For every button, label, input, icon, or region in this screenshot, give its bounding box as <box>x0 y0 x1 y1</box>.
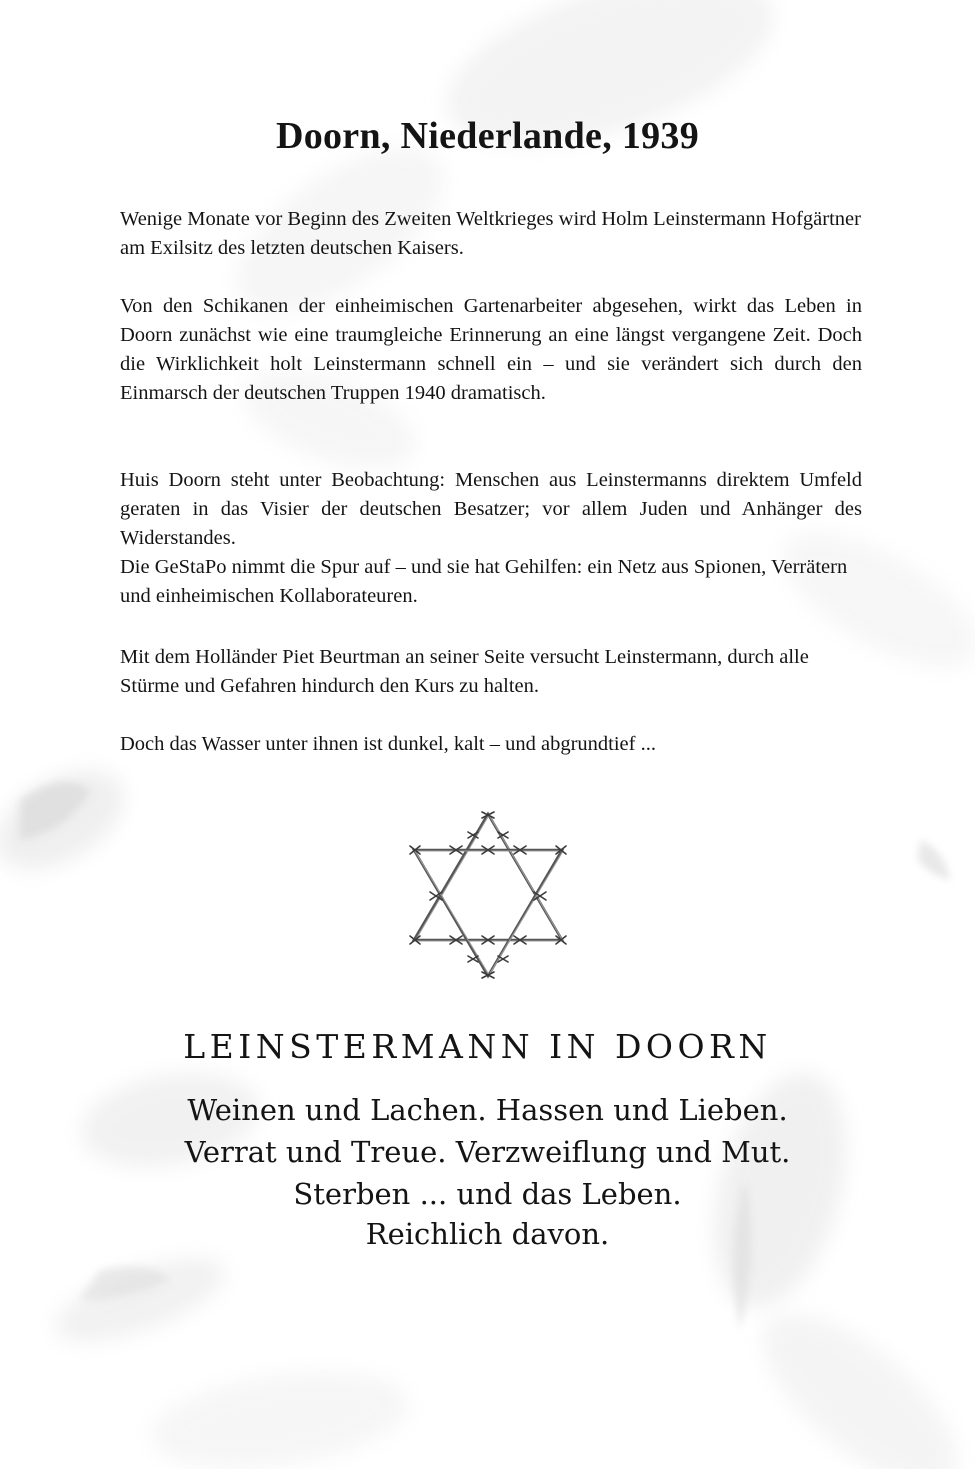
tagline-line-4: Reichlich davon. <box>365 1217 610 1251</box>
tagline-line-3: Sterben ... und das Leben. <box>293 1177 682 1211</box>
paragraph-piet-beurtman: Mit dem Holländer Piet Beurtman an seiner Seite versucht Leinstermann, durch alle Stürme und Gefahren hindurch den Kurs zu halten. <box>120 646 809 697</box>
paragraph-dark-water: Doch das Wasser unter ihnen ist dunkel, kalt – und abgrundtief ... <box>120 733 656 755</box>
paragraph-intro: Wenige Monate vor Beginn des Zweiten Weltkrieges wird Holm Leinstermann Hofgärtner am Exilsitz des letzten deutschen Kaisers. <box>120 208 861 259</box>
paragraph-gestapo: Die GeStaPo nimmt die Spur auf – und sie hat Gehilfen: ein Netz aus Spionen, Verrätern und einheimischen Kollaborateuren. <box>120 556 848 607</box>
paragraph-observation: Huis Doorn steht unter Beobachtung: Menschen aus Leinstermanns direktem Umfeld geraten in das Visier der deutschen Besatzer; vor allem Juden und Anhänger des Widerstandes. <box>120 469 862 549</box>
tagline-line-1: Weinen und Lachen. Hassen und Lieben. <box>187 1093 788 1127</box>
page-title: Doorn, Niederlande, 1939 <box>275 115 700 157</box>
paragraph-life-in-doorn: Von den Schikanen der einheimischen Gartenarbeiter abgesehen, wirkt das Leben in Doorn zunächst wie eine traumgleiche Erinnerung an eine längst vergangene Zeit. Doch die Wirklichkeit holt Leinstermann schnell ein – und sie verändert sich durch den Einmarsch der deutschen Truppen 1940 dramatisch. <box>120 295 862 404</box>
book-title: LEINSTERMANN IN DOORN <box>183 1027 772 1066</box>
barbed-wire-star-of-david-icon <box>408 806 568 984</box>
tagline-line-2: Verrat und Treue. Verzweiflung und Mut. <box>184 1135 791 1169</box>
